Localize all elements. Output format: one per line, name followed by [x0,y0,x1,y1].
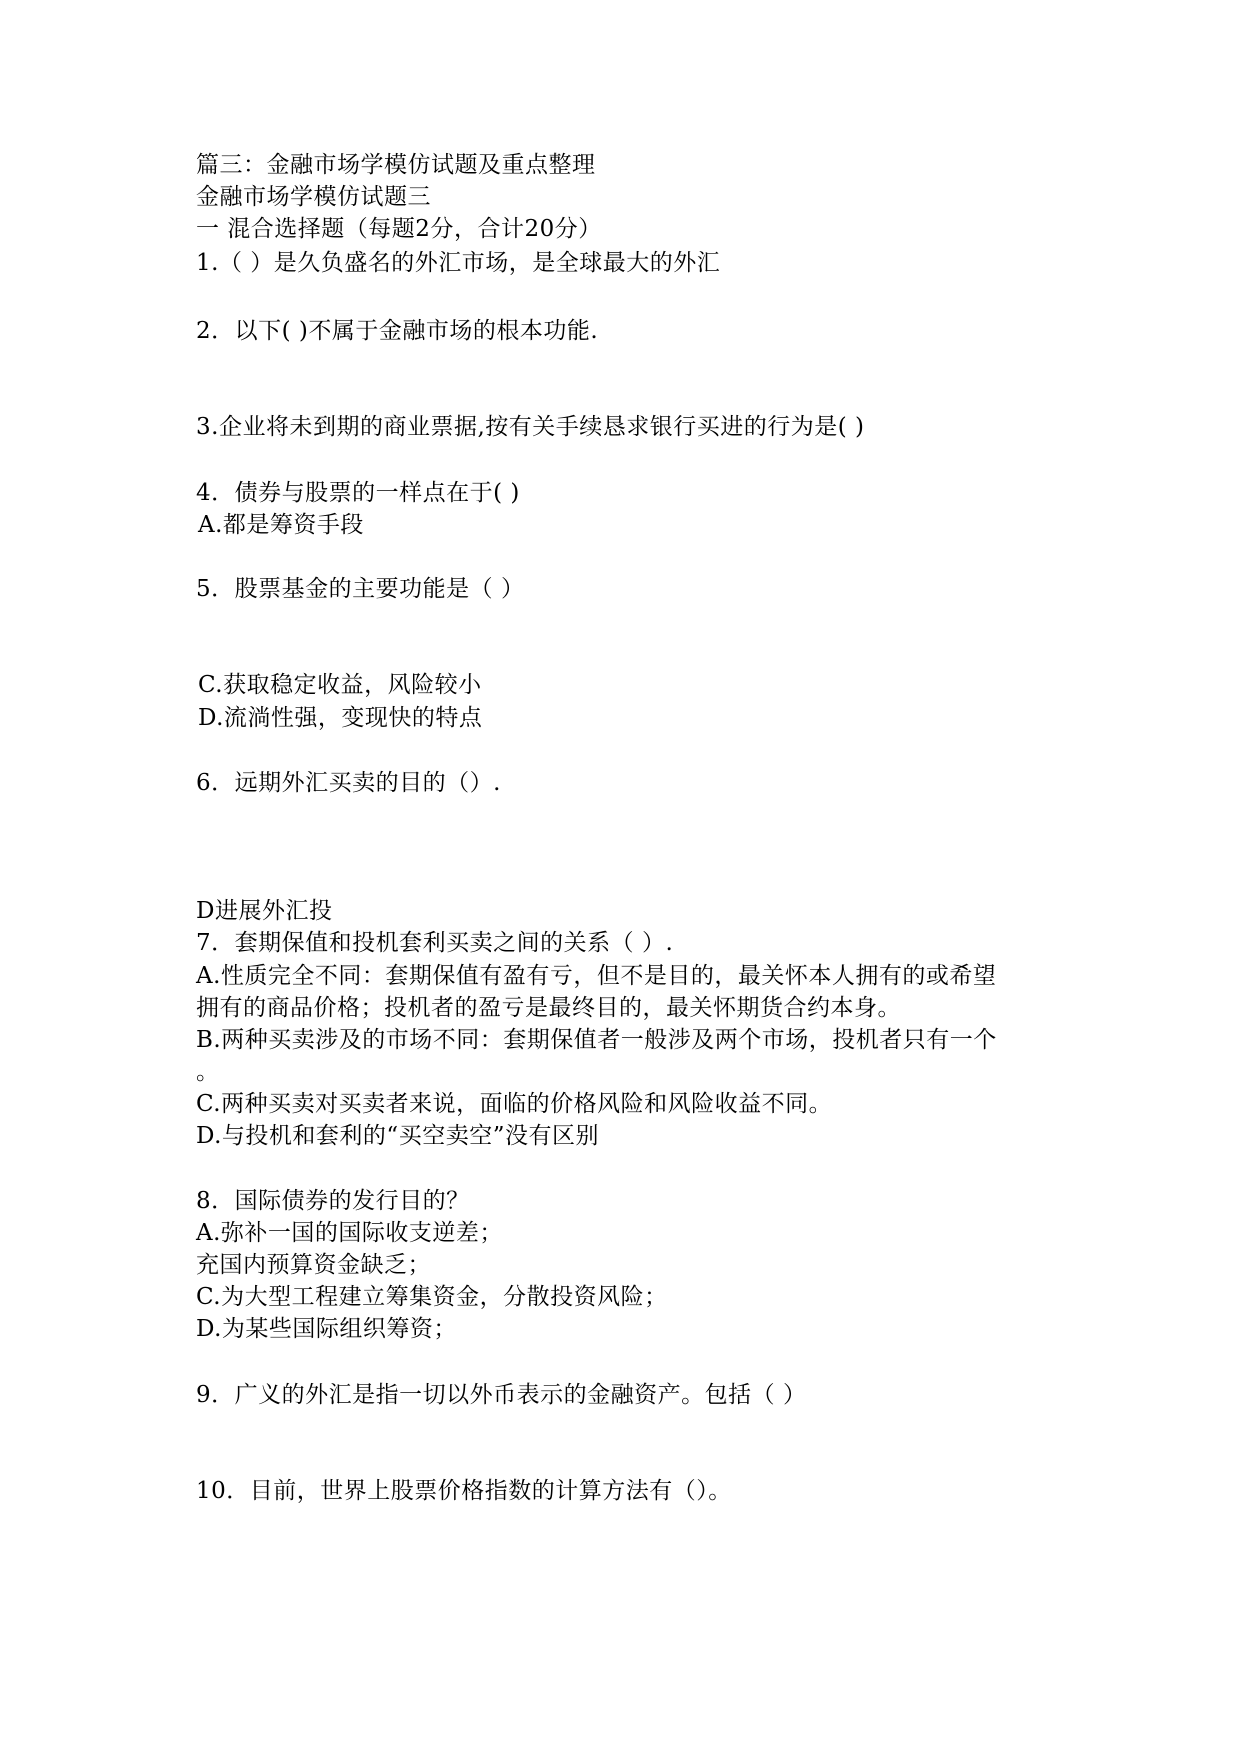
question-7-option-a-line-1: A.性质完全不同：套期保值有盈有亏，但不是目的，最关怀本人拥有的或希望 [196,963,997,989]
question-4-option-a: A.都是筹资手段 [198,512,364,538]
question-8-option-a: A.弥补一国的国际收支逆差； [196,1220,503,1246]
question-10: 10．目前，世界上股票价格指数的计算方法有（）。 [196,1478,732,1504]
question-8: 8．国际债券的发行目的？ [196,1188,470,1214]
question-9: 9．广义的外汇是指一切以外币表示的金融资产。包括（ ） [196,1382,807,1408]
question-7-option-b-line-1: B.两种买卖涉及的市场不同：套期保值者一般涉及两个市场，投机者只有一个 [196,1027,997,1053]
question-8-option-c: C.为大型工程建立筹集资金，分散投资风险； [196,1284,668,1310]
question-7-option-d: D.与投机和套利的“买空卖空”没有区别 [196,1123,599,1149]
question-6-option-d: D进展外汇投 [196,898,333,924]
question-4: 4．债券与股票的一样点在于( ) [196,480,520,506]
document-subtitle: 金融市场学模仿试题三 [196,184,431,210]
question-7-option-b-line-2: 。 [196,1059,220,1085]
section-heading: 一 混合选择题（每题2分，合计20分） [196,216,602,242]
question-1: 1.（ ）是久负盛名的外汇市场，是全球最大的外汇 [196,250,721,276]
question-5-option-c: C.获取稳定收益，风险较小 [198,672,482,698]
question-7-option-c: C.两种买卖对买卖者来说，面临的价格风险和风险收益不同。 [196,1091,833,1117]
question-3: 3.企业将未到期的商业票据,按有关手续恳求银行买进的行为是( ) [196,414,865,440]
question-8-option-b: 充国内预算资金缺乏； [196,1252,431,1278]
document-title: 篇三：金融市场学模仿试题及重点整理 [196,152,596,178]
question-7: 7．套期保值和投机套利买卖之间的关系（ ）. [196,930,674,956]
question-5: 5．股票基金的主要功能是（ ） [196,576,525,602]
question-5-option-d: D.流淌性强，变现快的特点 [198,705,483,731]
question-6: 6．远期外汇买卖的目的（）. [196,770,501,796]
question-8-option-d: D.为某些国际组织筹资； [196,1316,457,1342]
question-7-option-a-line-2: 拥有的商品价格；投机者的盈亏是最终目的，最关怀期货合约本身。 [196,995,901,1021]
question-2: 2．以下( )不属于金融市场的根本功能. [196,318,599,344]
